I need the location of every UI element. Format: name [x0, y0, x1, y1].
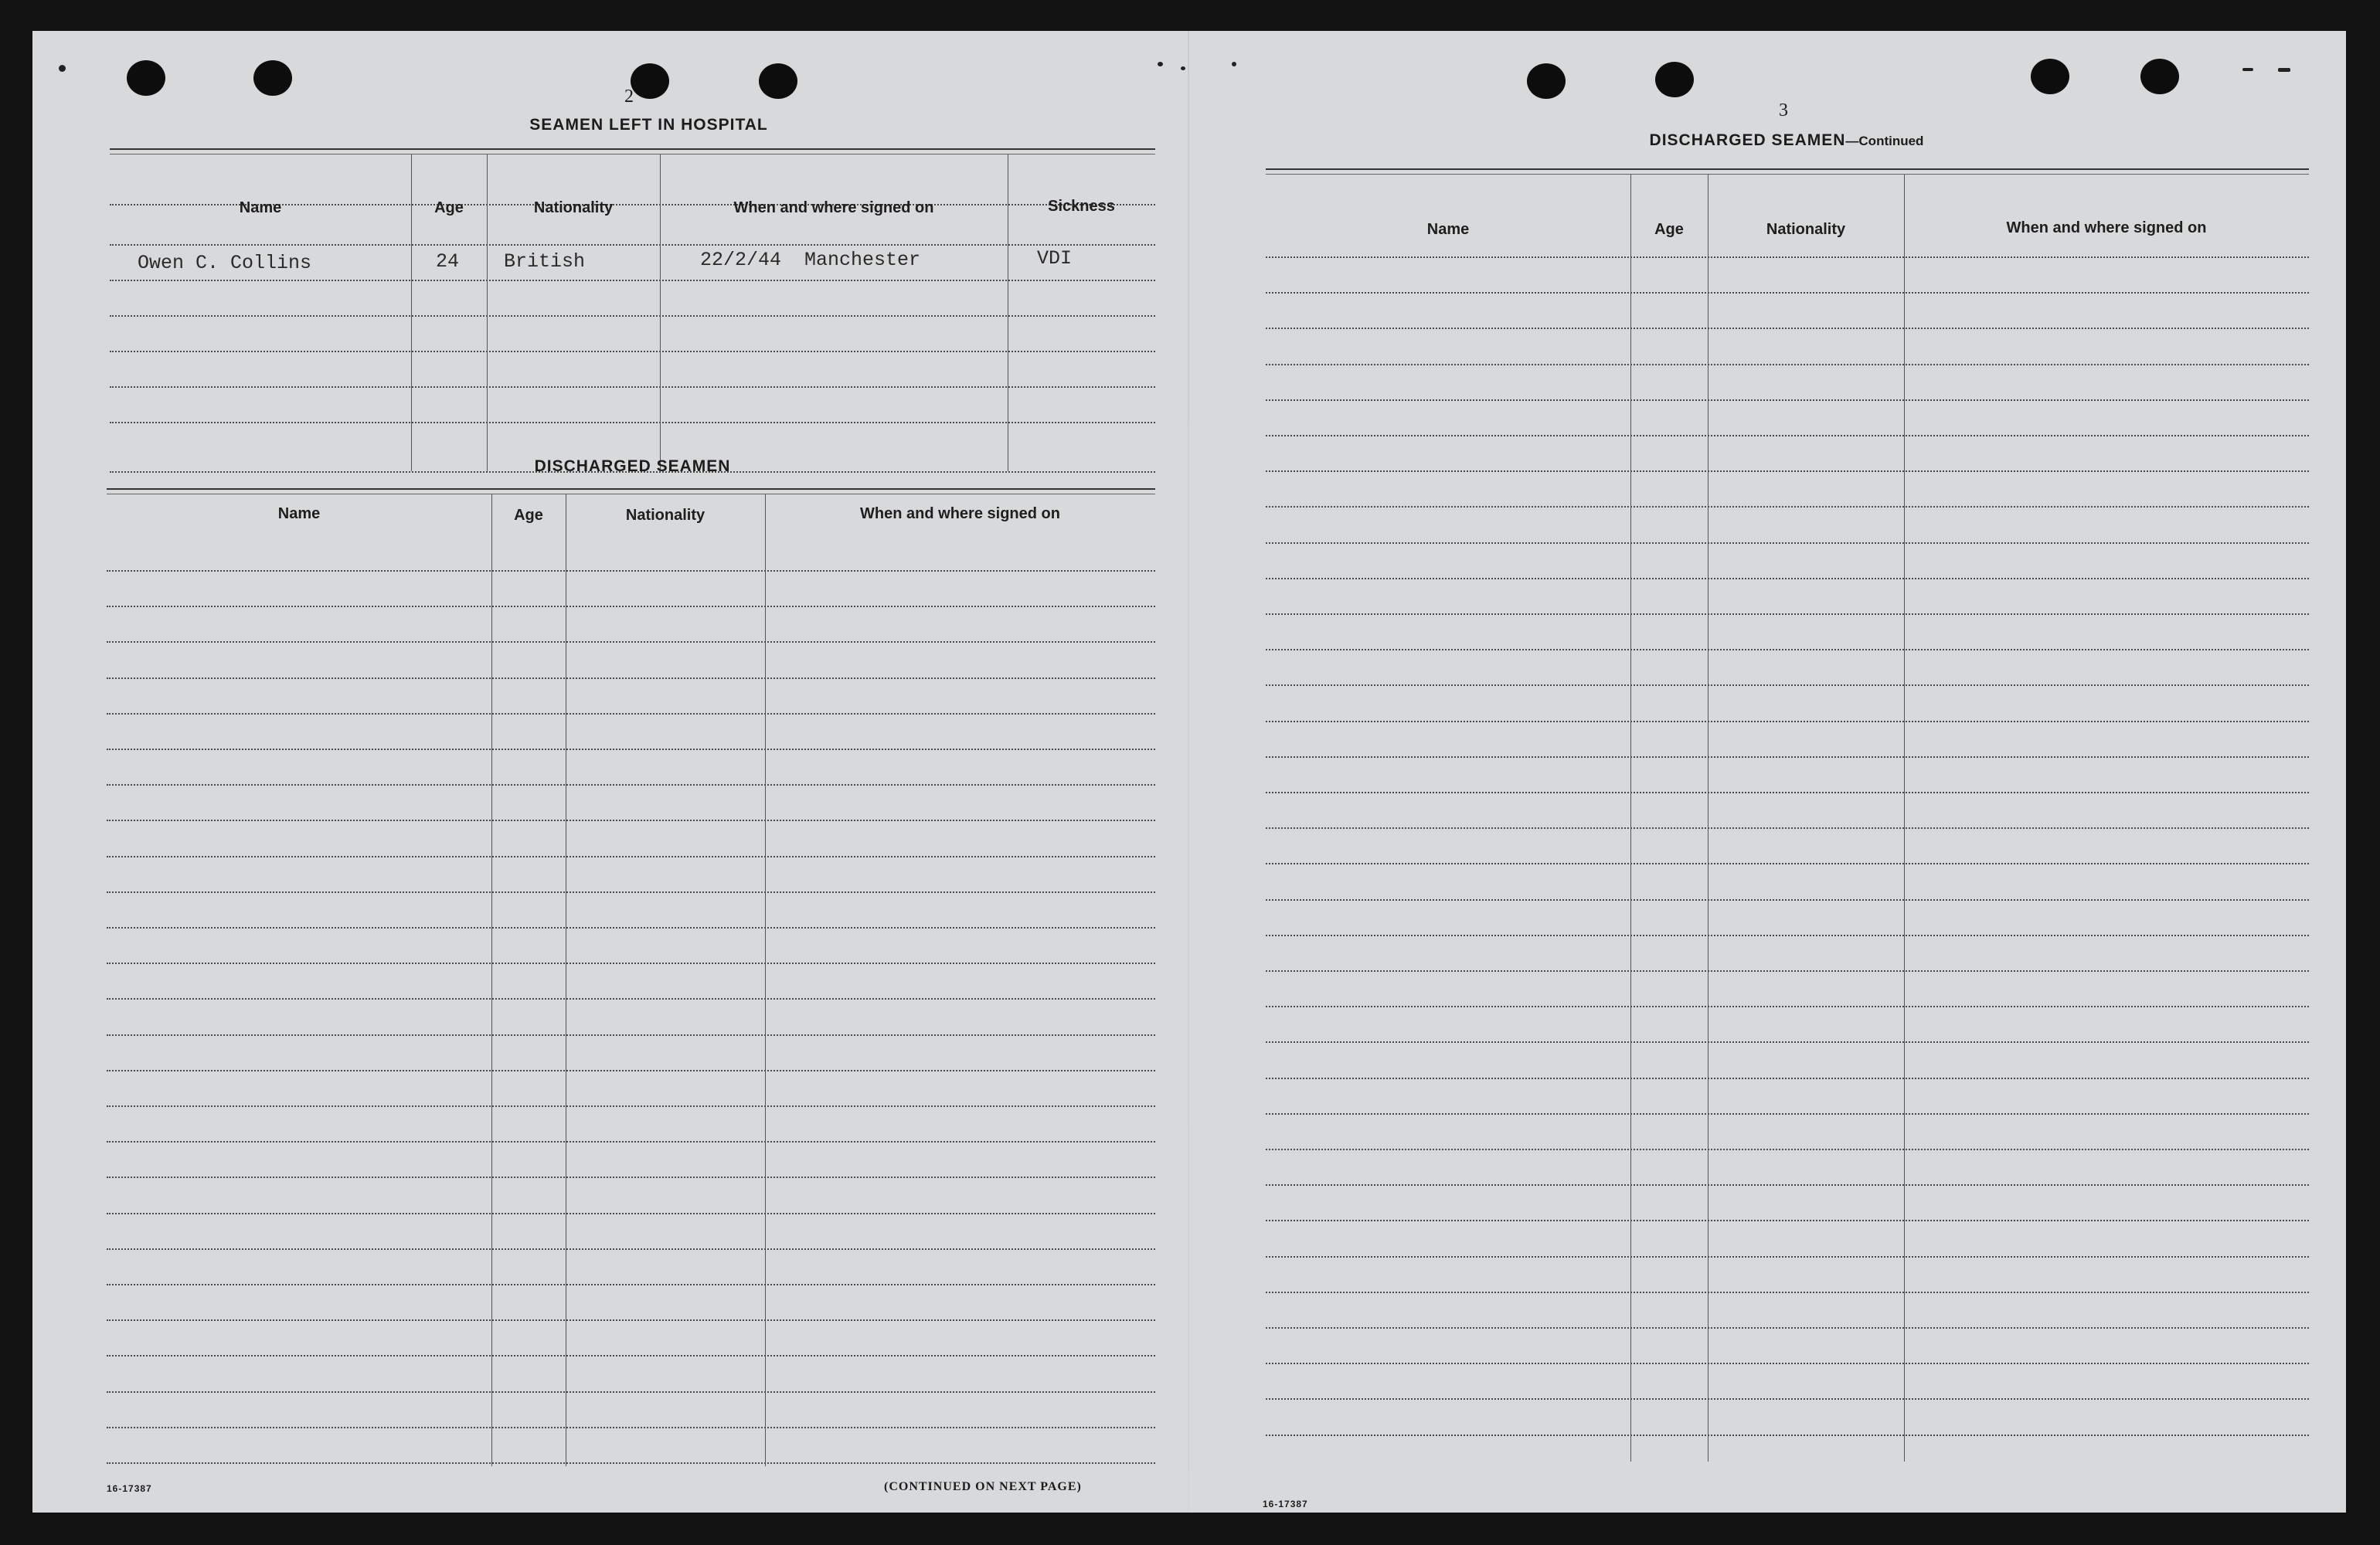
row-rule — [1266, 756, 2309, 758]
row-rule — [1266, 1041, 2309, 1043]
document-scan — [32, 31, 2346, 1513]
discharged-table-left — [107, 488, 1155, 1485]
column-header-name: Name — [1426, 221, 1470, 238]
row-rule — [107, 963, 1155, 964]
row-rule — [107, 1284, 1155, 1285]
ink-speck — [2242, 68, 2253, 71]
row-rule — [1266, 1327, 2309, 1329]
row-rule — [1266, 292, 2309, 294]
row-rule — [107, 1319, 1155, 1321]
row-rule — [107, 1177, 1155, 1178]
punch-hole — [1527, 63, 1566, 99]
row-rule — [1266, 649, 2309, 650]
discharged-section-title: DISCHARGED SEAMEN — [534, 457, 731, 475]
row-rule — [107, 856, 1155, 857]
row-rule — [1266, 613, 2309, 615]
row-rule — [107, 927, 1155, 929]
cell-name: Owen C. Collins — [138, 252, 312, 274]
row-rule — [1266, 364, 2309, 365]
punch-hole — [1655, 62, 1694, 97]
row-rule — [1266, 578, 2309, 579]
row-rule — [107, 1248, 1155, 1250]
punch-hole — [253, 60, 292, 96]
row-rule — [1266, 328, 2309, 329]
row-rule — [1266, 1435, 2309, 1436]
row-rule — [110, 351, 1155, 352]
cell-age: 24 — [436, 250, 460, 273]
ink-speck — [1181, 66, 1185, 70]
cell-sickness: VDI — [1037, 247, 1073, 270]
row-rule — [107, 749, 1155, 750]
row-rule — [110, 386, 1155, 388]
column-header-sickness: Sickness — [1048, 198, 1115, 215]
column-header-nationality: Nationality — [625, 507, 706, 524]
row-rule — [107, 1105, 1155, 1107]
row-rule — [107, 677, 1155, 679]
row-rule — [1266, 1078, 2309, 1079]
row-rule — [1266, 1398, 2309, 1400]
row-rule — [1266, 1220, 2309, 1221]
form-number-left: 16-17387 — [107, 1483, 152, 1494]
discharged-table-right — [1266, 168, 2309, 1482]
row-rule — [110, 422, 1155, 423]
row-rule — [107, 784, 1155, 786]
table-top-rule — [110, 148, 1155, 154]
continued-note: (CONTINUED ON NEXT PAGE) — [884, 1480, 1082, 1493]
row-rule — [1266, 1292, 2309, 1293]
row-rule — [1266, 899, 2309, 901]
page-number-right: 3 — [1779, 100, 1788, 121]
section-title-suffix: —Continued — [1845, 134, 1924, 148]
column-header-nationality: Nationality — [533, 199, 614, 216]
row-rule — [107, 641, 1155, 643]
row-rule — [1266, 435, 2309, 436]
row-rule — [107, 998, 1155, 1000]
row-rule — [1266, 1113, 2309, 1115]
row-rule — [1266, 970, 2309, 972]
row-rule — [1266, 256, 2309, 258]
row-rule — [110, 244, 1155, 246]
row-rule — [1266, 542, 2309, 544]
row-rule — [107, 1462, 1155, 1464]
row-rule — [1266, 827, 2309, 829]
row-rule — [1266, 1149, 2309, 1150]
ink-speck — [1158, 62, 1163, 66]
column-header-signed-on: When and where signed on — [860, 505, 1060, 522]
column-header-age: Age — [514, 507, 543, 524]
section-title-main: DISCHARGED SEAMEN — [1649, 131, 1846, 149]
column-header-name: Name — [277, 505, 321, 522]
row-rule — [1266, 792, 2309, 793]
row-rule — [107, 820, 1155, 821]
cell-nationality: British — [504, 250, 586, 273]
row-rule — [1266, 1256, 2309, 1258]
punch-hole — [759, 63, 797, 99]
row-rule — [1266, 1006, 2309, 1007]
column-divider — [1904, 175, 1905, 1462]
column-header-signed-on: When and where signed on — [733, 199, 934, 216]
punch-hole — [2140, 59, 2179, 94]
ink-speck — [2278, 68, 2290, 72]
table-top-rule — [107, 488, 1155, 494]
row-rule — [1266, 684, 2309, 686]
punch-hole — [127, 60, 165, 96]
ink-speck — [1232, 62, 1236, 66]
row-rule — [107, 1391, 1155, 1393]
column-header-age: Age — [1654, 221, 1684, 238]
row-rule — [1266, 863, 2309, 864]
row-rule — [107, 1355, 1155, 1357]
ink-speck — [59, 65, 66, 72]
column-header-nationality: Nationality — [1766, 221, 1846, 238]
row-rule — [1266, 1363, 2309, 1364]
page-number-left: 2 — [624, 87, 634, 107]
row-rule — [1266, 506, 2309, 508]
discharged-continued-title — [1266, 131, 2307, 150]
column-divider — [1630, 175, 1631, 1462]
row-rule — [107, 1070, 1155, 1071]
cell-signed-on: 22/2/44 Manchester — [700, 249, 921, 271]
row-rule — [1266, 470, 2309, 472]
punch-hole — [2031, 59, 2069, 94]
column-header-age: Age — [434, 199, 464, 216]
row-rule — [107, 1427, 1155, 1428]
row-rule — [1266, 399, 2309, 401]
row-rule — [110, 280, 1155, 281]
row-rule — [107, 1034, 1155, 1036]
row-rule — [1266, 1184, 2309, 1186]
column-header-signed-on: When and where signed on — [2006, 219, 2207, 236]
row-rule — [107, 1141, 1155, 1143]
hospital-table — [110, 148, 1155, 473]
table-top-rule — [1266, 168, 2309, 175]
row-rule — [107, 570, 1155, 572]
hospital-section-title: SEAMEN LEFT IN HOSPITAL — [529, 116, 768, 134]
row-rule — [1266, 721, 2309, 722]
form-number-right: 16-17387 — [1263, 1499, 1308, 1509]
row-rule — [107, 891, 1155, 893]
row-rule — [110, 315, 1155, 317]
column-header-name: Name — [239, 199, 282, 216]
row-rule — [1266, 935, 2309, 936]
row-rule — [107, 713, 1155, 715]
row-rule — [107, 606, 1155, 607]
row-rule — [107, 1213, 1155, 1214]
